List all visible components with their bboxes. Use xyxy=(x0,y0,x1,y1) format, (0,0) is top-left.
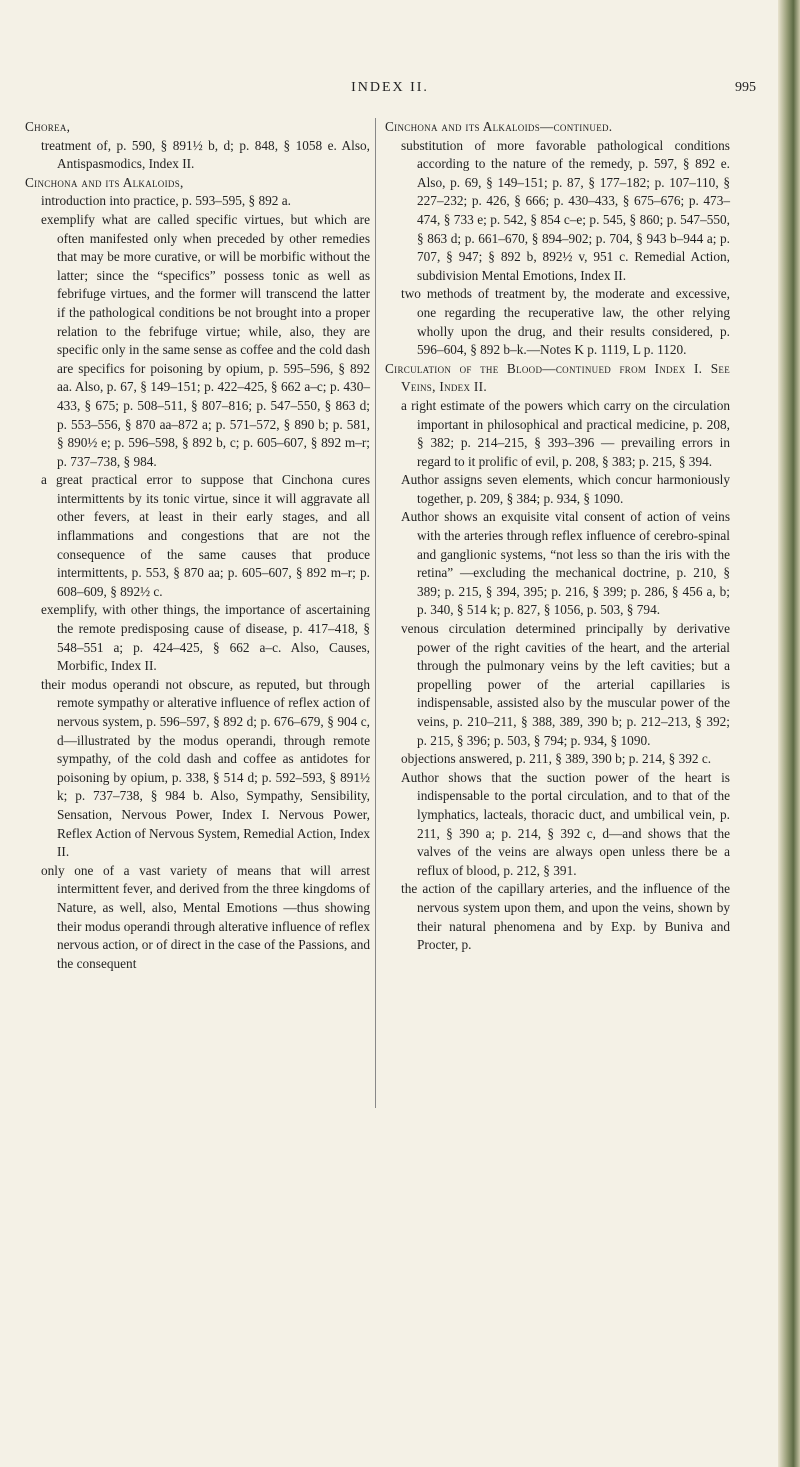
page-number: 995 xyxy=(735,80,756,95)
column-divider xyxy=(375,118,376,1108)
right-column xyxy=(385,118,730,955)
running-title: INDEX II. xyxy=(351,80,429,95)
entry-subitem: Author shows that the suction power of the heart is indispensable to the portal circulation, and to that of the lymphatics, lacteals, thoracic duct, and umbilical vein, p. 211, § 390 a; p. 214, § 392 c, d—and shows that the valves of the veins are always open unless there be a reflux of blood, p. 212, § 391. xyxy=(401,769,730,878)
entry-subitem: introduction into practice, p. 593–595, § 892 a. xyxy=(41,193,292,209)
entry-subitem: exemplify, with other things, the importance of ascertaining the remote predisposing cause of disease, p. 417–418, § 548–551 a; p. 424–425, § 662 a–c. Also, Causes, Morbific, Index II. xyxy=(41,602,370,674)
entry-subitem: only one of a vast variety of means that will arrest intermittent fever, and derived from the three kingdoms of Nature, as well, also, Mental Emotions —thus showing their modus operandi through alterative influence of reflex nervous action, or of direct in the case of the Passions, and the consequent xyxy=(41,862,370,971)
entry-subitem: Author shows an exquisite vital consent of action of veins with the arteries through reflex influence of cerebro-spinal and ganglionic systems, “not less so than the iris with the retina” —excluding the mechanical doctrine, p. 210, § 389; p. 215, § 394, 395; p. 216, § 399; p. 286, § 456 a, b; p. 340, § 514 k; p. 827, § 1056, p. 503, § 794. xyxy=(401,509,730,618)
entry-heading: Cinchona and its Alkaloids, xyxy=(25,174,184,190)
entry-subitem: objections answered, p. 211, § 389, 390 b; p. 214, § 392 c. xyxy=(401,751,712,767)
entry-subitem: substitution of more favorable pathological conditions according to the nature of the remedy, p. 597, § 892 e. Also, p. 69, § 149–151; p. 87, § 177–182; p. 107–110, § 227–232; p. 426, § 666; p. 430–433, § 675–676; p. 473–474, § 733 e; p. 542, § 854 c–e; p. 545, § 860; p. 547–550, § 863 d; p. 661–670, § 894–902; p. 704, § 943 b–944 a; p. 707, § 947; § 892 b, 892½ v, 951 c. Remedial Action, subdivision Mental Emotions, Index II. xyxy=(401,137,730,283)
entry-subitem: treatment of, p. 590, § 891½ b, d; p. 848, § 1058 e. Also, Antispasmodics, Index II. xyxy=(41,137,370,172)
index-entry-cinchona xyxy=(25,174,370,974)
page-edge-binding xyxy=(778,0,800,1467)
entry-heading: Cinchona and its Alkaloids—continued. xyxy=(385,119,613,134)
entry-subitem: two methods of treatment by, the moderate and excessive, one regarding the recuperative law, the other relying wholly upon the drug, and their results considered, p. 596–604, § 892 b–k.—Notes K p. 1119, L p. 1120. xyxy=(401,286,730,358)
entry-heading: Chorea, xyxy=(25,119,71,134)
index-entry-chorea xyxy=(25,118,370,174)
entry-subitem: a right estimate of the powers which carry on the circulation important in philosophical and practical medicine, p. 208, § 382; p. 214–215, § 393–396 — prevailing errors in regard to it prolific of evil, p. 208, § 383; p. 215, § 394. xyxy=(401,397,730,469)
index-entry-circulation xyxy=(385,360,730,955)
index-entry-cinchona-continued xyxy=(385,118,730,360)
entry-subitem: the action of the capillary arteries, and the influence of the nervous system upon them, and upon the veins, shown by their natural phenomena and by Exp. by Buniva and Procter, p. xyxy=(401,881,730,953)
entry-subitem: venous circulation determined principally by derivative power of the right cavities of the heart, and the arterial through the pulmonary veins by the left cavities; but a propelling power of the arterial capillaries is indispensable, assisted also by the muscular power of the veins, p. 210–211, § 388, 389, 390 b; p. 212–213, § 392; p. 215, § 396; p. 503, § 794; p. 934, § 1090. xyxy=(401,621,730,748)
entry-subitem: their modus operandi not obscure, as reputed, but through remote sympathy or alterative influence of reflex action of nervous system, p. 596–597, § 892 d; p. 676–679, § 904 c, d—illustrated by the modus operandi, through remote sympathy, of the cold dash and coffee as antidotes for poisoning by opium, p. 338, § 514 d; p. 592–593, § 891½ k; p. 737–738, § 984 b. Also, Sympathy, Sensibility, Sensation, Nervous Power, Index I. Nervous Power, Reflex Action of Nervous System, Remedial Action, Index II. xyxy=(41,676,370,860)
entry-subitem: Author assigns seven elements, which concur harmoniously together, p. 209, § 384; p. 934, § 1090. xyxy=(401,472,730,506)
entry-subitem: a great practical error to suppose that Cinchona cures intermittents by its tonic virtue, since it will aggravate all other fevers, at least in their early stages, and all inflammations and congestions that are not the consequence of the same causes that produce intermittents, p. 553, § 870 aa; p. 605–607, § 892 m–r; p. 608–609, § 892½ c. xyxy=(41,472,370,599)
entry-subitem: exemplify what are called specific virtues, but which are often manifested only when preceded by other remedies that may be more curative, or will be morbific without the latter; since the “specifics” possess tonic as well as febrifuge virtues, and the former will transcend the latter if the pathological conditions be not brought into a proper relation to the febrifuge virtue; while, also, they are specific only in the same sense as coffee and the cold dash are specifics for poisoning by opium, p. 595–596, § 892 aa. Also, p. 67, § 149–151; p. 422–425, § 662 a–c; p. 430–433, § 675; p. 508–511, § 807–816; p. 547–550, § 863 d; p. 553–556, § 870 aa–872 a; p. 571–572, § 890 b; p. 581, § 890½ e; p. 596–598, § 892 b, c; p. 605–607, § 892 m–r; p. 737–738, § 984. xyxy=(41,211,370,469)
left-column xyxy=(25,118,370,973)
entry-heading: Circulation of the Blood—continued from Index I. See Veins, Index II. xyxy=(385,360,730,395)
